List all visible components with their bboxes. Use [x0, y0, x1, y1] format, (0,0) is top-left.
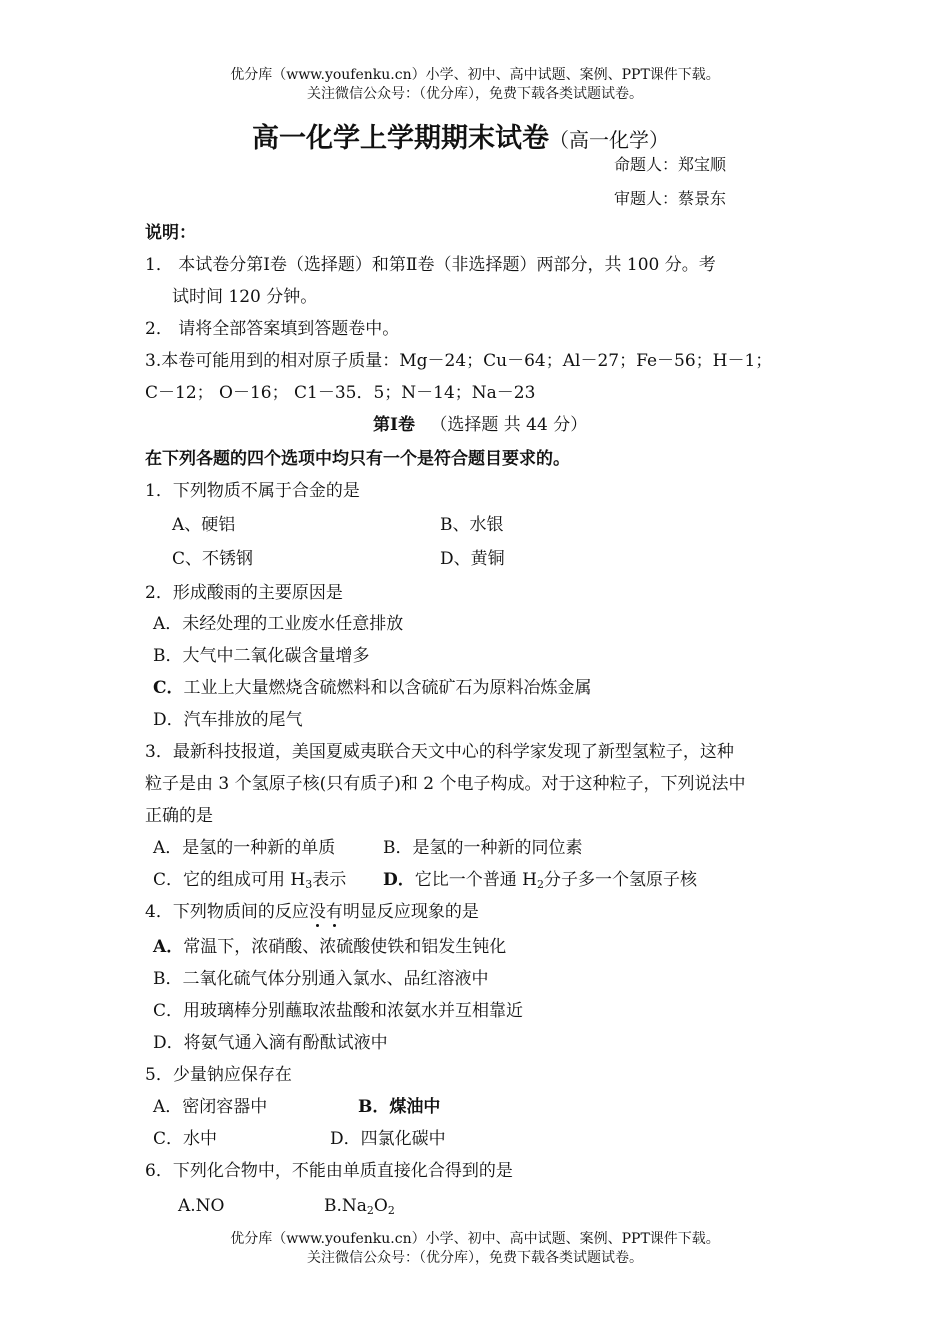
q4-emphasis-1: 没: [308, 902, 326, 922]
q4-emphasis-2: 有: [325, 902, 343, 922]
q5-option-d: D．四氯化碳中: [330, 1129, 446, 1149]
q3-option-d-label: D．: [383, 870, 415, 890]
q4-stem-pre: 4．下列物质间的反应: [145, 902, 309, 922]
q3-option-c: [153, 869, 346, 891]
q2-option-a: A．未经处理的工业废水任意排放: [153, 614, 404, 634]
q2-option-c-text: 工业上大量燃烧含硫燃料和以含硫矿石为原料冶炼金属: [183, 678, 592, 698]
q4-option-a-label: A．: [153, 937, 184, 957]
q4-stem: [145, 901, 479, 923]
q1-option-d: D、黄铜: [440, 549, 505, 569]
q2-stem: 2．形成酸雨的主要原因是: [145, 583, 343, 603]
setter-name: 命题人：郑宝顺: [614, 155, 727, 174]
q4-option-b: B．二氧化硫气体分别通入氯水、品红溶液中: [153, 969, 489, 989]
q1-option-a: A、硬铝: [172, 515, 236, 535]
q3-option-c-pre: C．它的组成可用 H: [153, 870, 306, 890]
section-directive: 在下列各题的四个选项中均只有一个是符合题目要求的。: [145, 449, 570, 469]
reviewer-name: 审题人：蔡景东: [614, 189, 727, 208]
page-footer-line1: 优分库（www.youfenku.cn）小学、初中、高中试题、案例、PPT课件下载。: [230, 1231, 720, 1247]
title-sub: （高一化学）: [549, 128, 669, 152]
page-footer-line2: 关注微信公众号：（优分库），免费下载各类试题试卷。: [307, 1250, 643, 1266]
instruction-3b: C－12； O－16； C1－35．5；N－14；Na－23: [145, 383, 536, 403]
q2-option-b: B．大气中二氧化碳含量增多: [153, 646, 370, 666]
q2-option-c-label: C．: [153, 678, 184, 698]
q6-option-b-sub2: 2: [387, 1204, 395, 1217]
q4-option-a-text: 常温下，浓硝酸、浓硫酸使铁和铝发生钝化: [183, 937, 507, 957]
q3-option-d-post: 分子多一个氢原子核: [543, 870, 697, 890]
q4-option-a: [153, 936, 506, 958]
q6-option-b-sub1: 2: [366, 1204, 374, 1217]
q3-option-d-sub: 2: [536, 878, 544, 891]
instruction-3a: 3.本卷可能用到的相对原子质量：Mg－24；Cu－64；Al－27；Fe－56；H－1；: [145, 351, 773, 371]
q1-option-b: B、水银: [440, 515, 504, 535]
section-name: 第Ⅰ卷: [373, 415, 415, 435]
q5-option-a: A．密闭容器中: [153, 1097, 268, 1117]
q3-stem-1: 3．最新科技报道，美国夏威夷联合天文中心的科学家发现了新型氢粒子，这种: [145, 742, 734, 762]
page-title: [252, 122, 669, 157]
section-heading: [373, 414, 587, 436]
q2-option-d: D．汽车排放的尾气: [153, 710, 303, 730]
q3-option-d: [383, 869, 697, 891]
page-header-line1: 优分库（www.youfenku.cn）小学、初中、高中试题、案例、PPT课件下载。: [230, 67, 720, 83]
instruction-1b: 试时间 120 分钟。: [172, 287, 318, 307]
q5-option-c: C．水中: [153, 1129, 218, 1149]
q3-option-c-sub: 3: [305, 878, 313, 891]
instructions-heading: 说明：: [145, 223, 196, 243]
q1-option-c: C、不锈钢: [172, 549, 254, 569]
q1-stem: 1．下列物质不属于合金的是: [145, 481, 360, 501]
q6-option-b: [324, 1195, 395, 1217]
instruction-2: 2． 请将全部答案填到答题卷中。: [145, 319, 400, 339]
q3-option-c-post: 表示: [312, 870, 347, 890]
q3-stem-3: 正确的是: [145, 806, 213, 826]
q6-stem: 6．下列化合物中，不能由单质直接化合得到的是: [145, 1161, 513, 1181]
q4-stem-post: 明显反应现象的是: [342, 902, 479, 922]
q6-option-b-mid: O: [373, 1196, 388, 1216]
q4-option-c: C．用玻璃棒分别蘸取浓盐酸和浓氨水并互相靠近: [153, 1001, 524, 1021]
q3-stem-2: 粒子是由 3 个氢原子核(只有质子)和 2 个电子构成。对于这种粒子，下列说法中: [145, 774, 746, 794]
q6-option-b-pre: B.Na: [324, 1196, 367, 1216]
q5-option-b: B．煤油中: [358, 1097, 441, 1117]
q4-option-d: D．将氨气通入滴有酚酞试液中: [153, 1033, 388, 1053]
title-main: 高一化学上学期期末试卷: [252, 123, 549, 154]
q5-stem: 5．少量钠应保存在: [145, 1065, 292, 1085]
q2-option-c: [153, 677, 592, 699]
instruction-1a: 1． 本试卷分第Ⅰ卷（选择题）和第Ⅱ卷（非选择题）两部分，共 100 分。考: [145, 255, 716, 275]
q3-option-b: B．是氢的一种新的同位素: [383, 838, 583, 858]
section-desc: （选择题 共 44 分）: [430, 415, 588, 435]
q3-option-a: A．是氢的一种新的单质: [153, 838, 336, 858]
q3-option-d-pre: 它比一个普通 H: [414, 870, 537, 890]
q6-option-a: A.NO: [178, 1196, 225, 1216]
page-header-line2: 关注微信公众号：（优分库），免费下载各类试题试卷。: [307, 86, 643, 102]
